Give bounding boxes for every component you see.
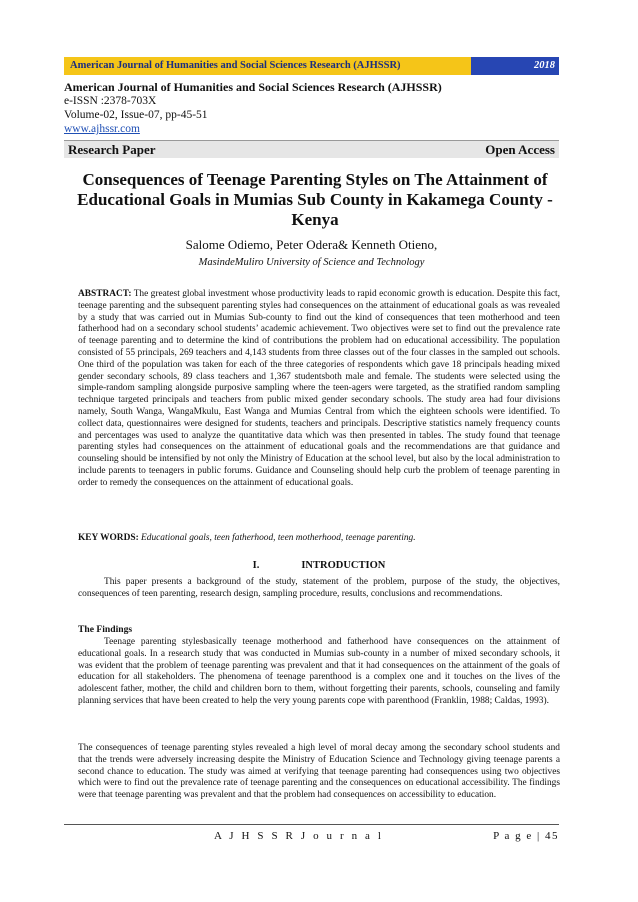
journal-header-bar <box>64 57 559 75</box>
journal-volume: Volume-02, Issue-07, pp-45-51 <box>64 109 208 121</box>
abstract-text: The greatest global investment whose productivity leads to rapid economic growth is education. Despite this fact, teenage parenting and the subsequent parenting styles had consequences on the attainment of educational goals as was revealed by a study that was carried out in Mumias Sub-county to find out the kind of consequences that teen motherhood and teen fatherhood had on a secondary school students’ academic achievement. Two objectives were set to find out the prevalence rate of teenage parenting and to determine the kind of contributions the problem had on educational accessibility. The population consisted of 55 principals, 269 teachers and 4,143 students from three classes out of the four classes in the sampled out schools. One third of the population was taken for each of the three categories of respondents which gave 18 principals heading mixed gender secondary schools, 89 class teachers and 1,367 studentsboth male and female. The students were selected using the simple-random sampling alongside purposive sampling where the teen-agers were targeted, as the stratified random sampling technique targeted principals and teachers from public mixed gender secondary schools. The study area had four divisions namely, South Wanga, WangaMkulu, East Wanga and Mumias Central from which the eighteen schools were identified. To collect data, questionnaires were designed for students, teachers and principals. Descriptive statistics namely frequency counts and percentages was used to analyze the quantitative data which was then presented in tables. The study found that teenage parenting styles had consequences on the attainment of educational goals and the recommendations are that guidance and counseling should be intensified by not only the Ministry of Education at the school level, but also by the local administration to include parents to teenagers in public forums. Guidance and Counseling should help curb the problem of teenage parenting in order to remedy the consequences on the attainment of educational goals. <box>78 289 560 488</box>
abstract-label: ABSTRACT: <box>78 289 132 299</box>
introduction-paragraph: This paper presents a background of the study, statement of the problem, purpose of the study, the objectives, consequences of teen parenting, research design, sampling procedure, results, conclusions and recommendations. <box>78 577 560 599</box>
section-title: INTRODUCTION <box>301 560 386 571</box>
journal-name: American Journal of Humanities and Social Sciences Research (AJHSSR) <box>64 80 442 94</box>
keywords-text: Educational goals, teen fatherhood, teen motherhood, teenage parenting. <box>141 533 416 543</box>
abstract <box>78 289 560 490</box>
footer-divider <box>64 824 559 825</box>
journal-issn: e-ISSN :2378-703X <box>64 95 157 107</box>
findings-heading: The Findings <box>78 624 133 635</box>
section-number: I. <box>252 560 260 571</box>
page-footer <box>64 830 559 844</box>
journal-info <box>64 80 559 136</box>
keywords <box>78 533 560 545</box>
research-paper-label: Research Paper <box>68 142 156 157</box>
section-heading-introduction <box>78 560 560 571</box>
paper-authors: Salome Odiemo, Peter Odera& Kenneth Otieno, <box>185 237 438 252</box>
footer-page-number: P a g e | 45 <box>493 830 559 842</box>
findings-paragraph-2: The consequences of teenage parenting styles revealed a high level of moral decay among the secondary school students and that the trends were adversely increasing despite the Ministry of Education Science and Technology giving teenage parents a second chance to education. The study was aimed at verifying that teenage parenting had consequences using two objectives which were to find out the prevalence rate of teenage parenting and the consequences on educational accessibility. The findings were that teenage parenting was prevalent and that the problem had consequences on accessibility to education. <box>78 743 560 801</box>
header-journal-name: American Journal of Humanities and Social Sciences Research (AJHSSR) <box>64 57 471 75</box>
keywords-label: KEY WORDS: <box>78 533 139 543</box>
open-access-label: Open Access <box>485 142 555 157</box>
paper-type-bar <box>64 140 559 158</box>
paper-title: Consequences of Teenage Parenting Styles on The Attainment of Educational Goals in Mumias Sub County in Kakamega County - Kenya <box>77 170 553 229</box>
journal-url-link[interactable]: www.ajhssr.com <box>64 123 140 135</box>
header-year: 2018 <box>471 57 559 75</box>
author-affiliation: MasindeMuliro University of Science and Technology <box>198 257 425 268</box>
footer-journal: A J H S S R J o u r n a l <box>214 830 384 842</box>
findings-paragraph-1: Teenage parenting stylesbasically teenage motherhood and fatherhood have consequences on the attainment of educational goals. In a research study that was conducted in Mumias sub-county in a number of mixed secondary schools, it was evident that the problem of teenage parenting was prevalent and that it had consequences on the attainment of the goals of education for all stakeholders. The phenomena of teenage parenthood is a complex one and it touches on the lives of the adolescent father, mother, the child and children born to them, without forgetting their parents, schools, counseling and family planning services that have been created to help the very young parents cope with parenthood (Franklin, 1988; Caldas, 1993). <box>78 637 560 706</box>
